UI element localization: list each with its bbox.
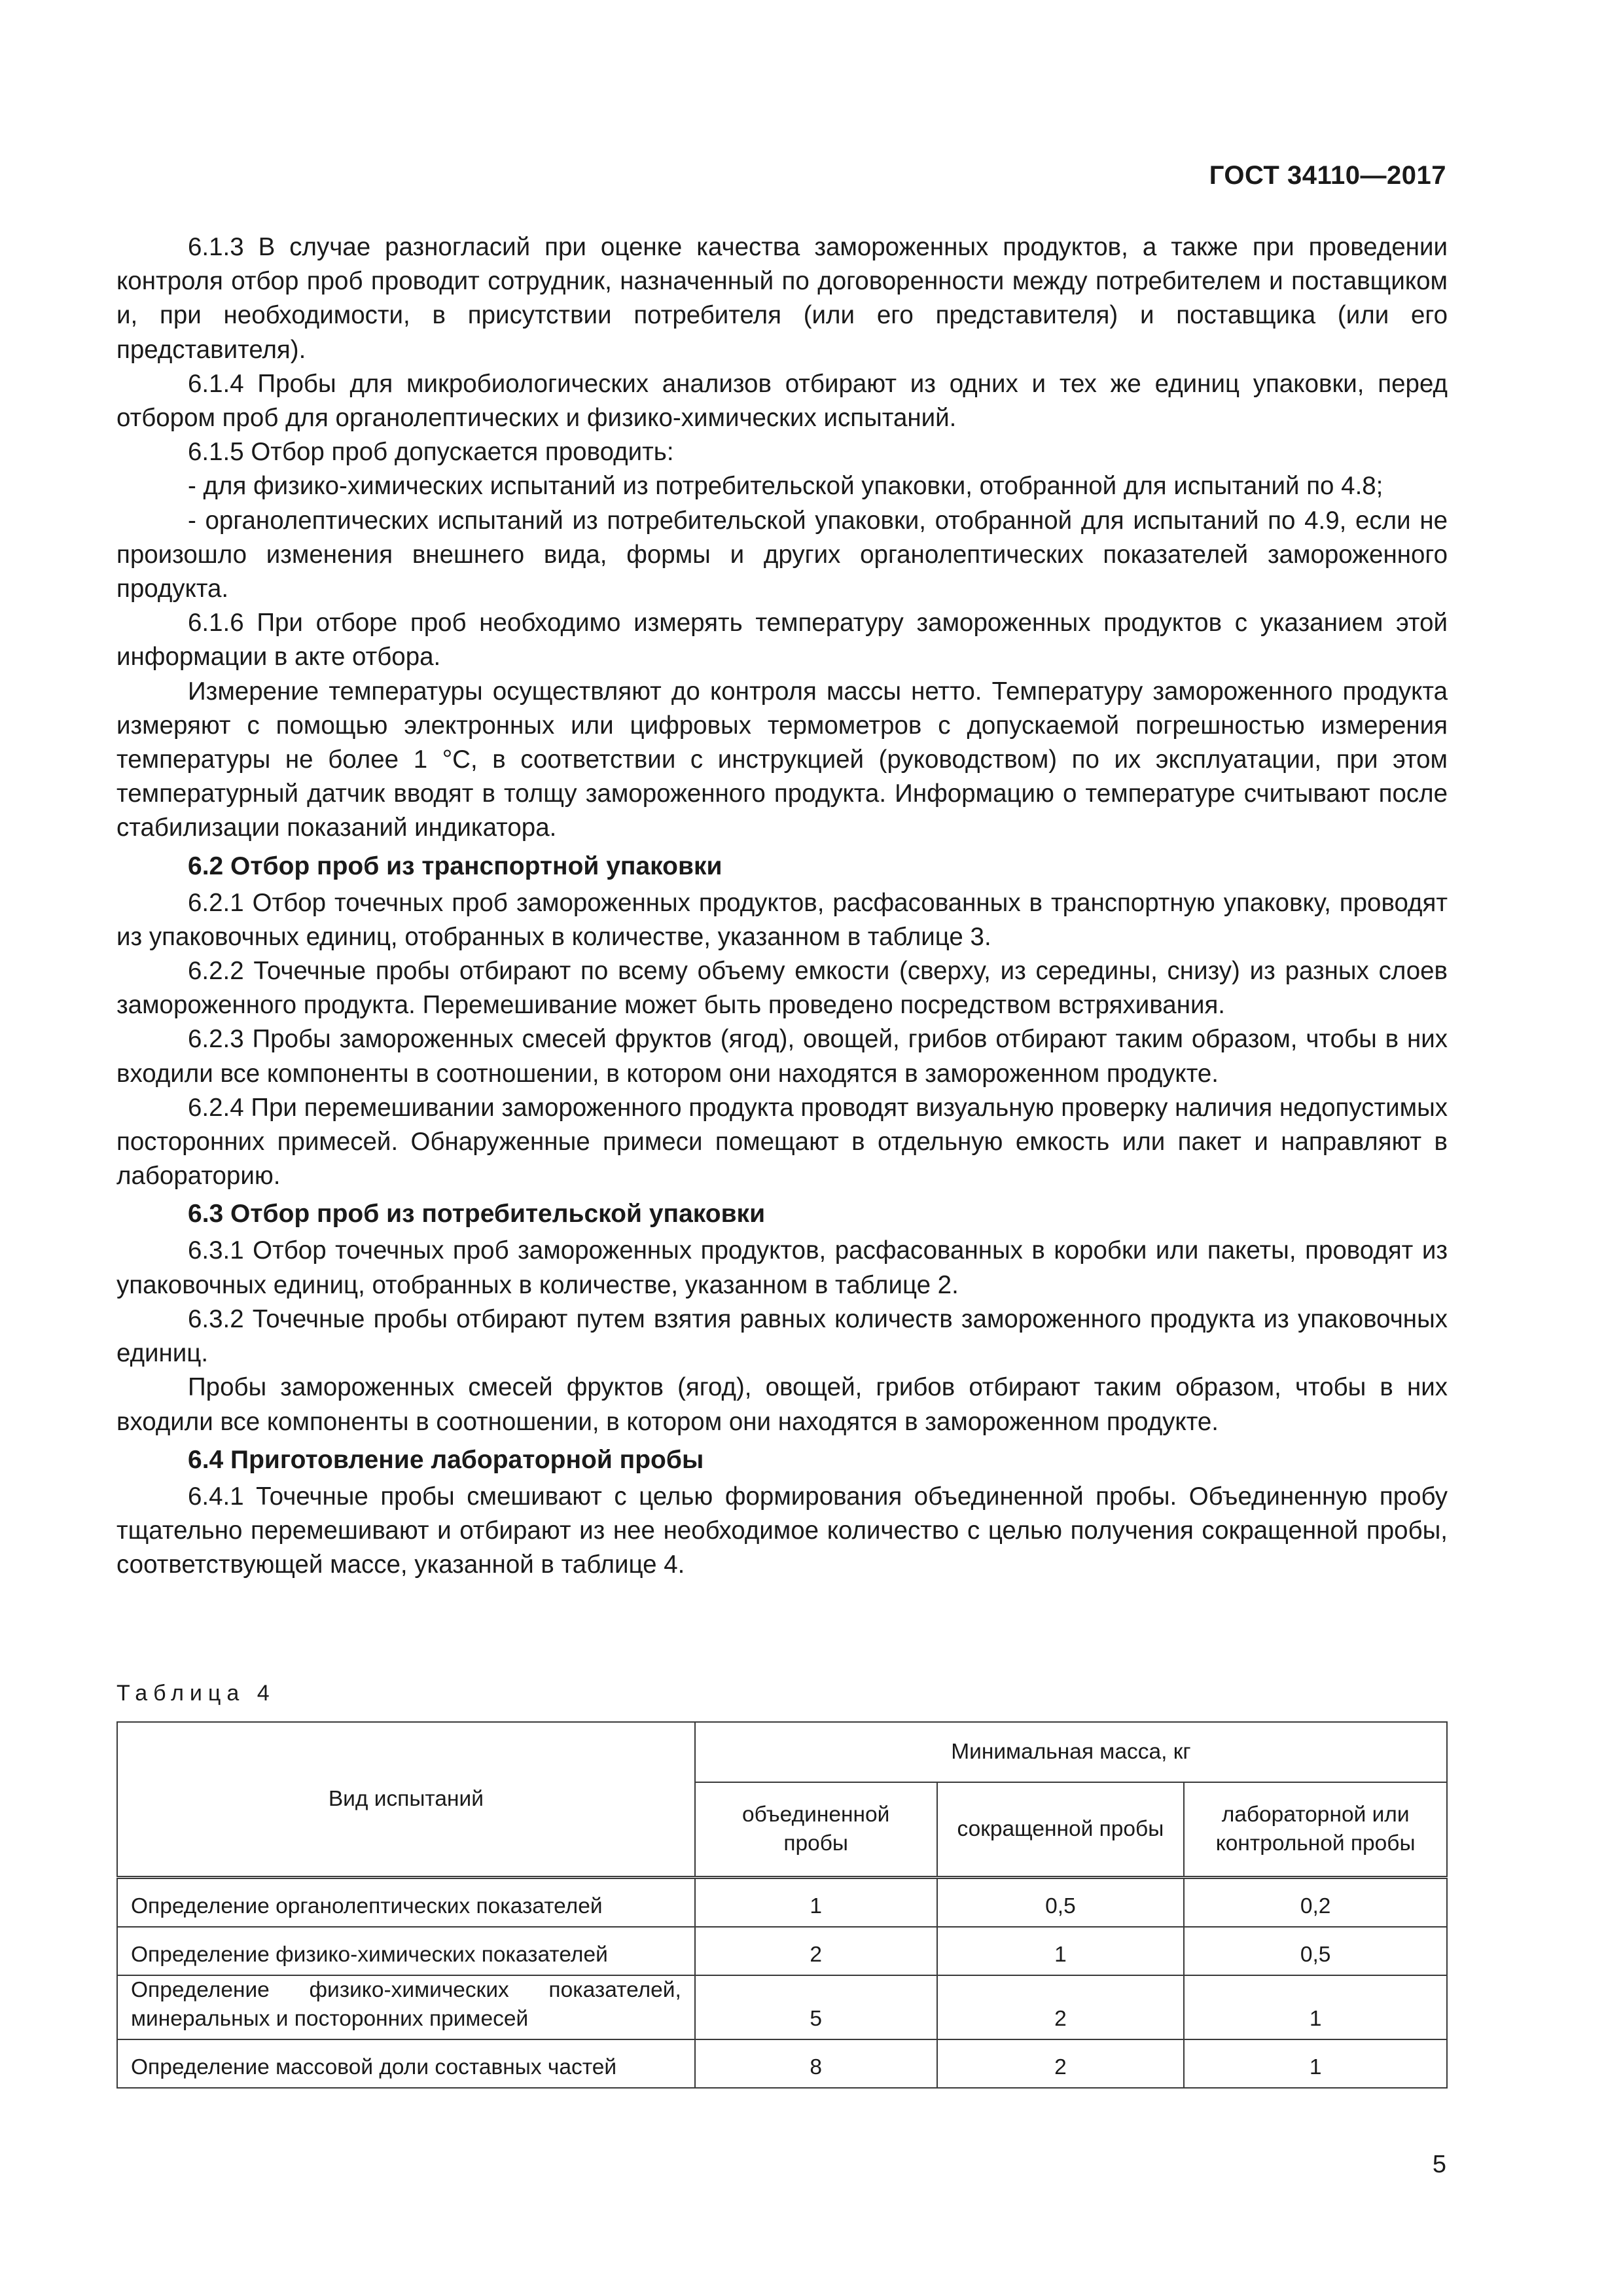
row-reduced-value: 2 <box>937 2039 1185 2088</box>
row-lab-value: 1 <box>1184 1975 1447 2039</box>
paragraph-temperature: Измерение температуры осуществляют до контроля массы нетто. Температуру замороженного продукта измеряют с помощью электронных или цифровых термометров с допускаемой погрешностью измерения температуры не более 1 °С, в соответствии с инструкцией (руководством) по их эксплуатации, при этом температурный датчик вводят в толщу замороженного продукта. Информацию о температуре считывают после стабилизации показаний индикатора. <box>116 677 1448 842</box>
paragraph-6-2-4: 6.2.4 При перемешивании замороженного продукта проводят визуальную проверку наличия недопустимых посторонних примесей. Обнаруженные примеси помещают в отдельную емкость или пакет и направляют в лабораторию. <box>116 1093 1448 1191</box>
row-test-name: Определение физико-химических показателей <box>117 1927 695 1975</box>
row-combined-value: 1 <box>695 1878 937 1928</box>
header-lab-sample: лабораторной или контрольной пробы <box>1184 1782 1447 1878</box>
header-combined-sample: объединенной пробы <box>695 1782 937 1878</box>
standard-designation: ГОСТ 34110—2017 <box>1209 161 1446 190</box>
table-row <box>117 1927 1447 1975</box>
paragraph-6-4-1: 6.4.1 Точечные пробы смешивают с целью формирования объединенной пробы. Объединенную пробу тщательно перемешивают и отбирают из нее необходимое количество с целью получения сокращенной пробы, соответствующей массе, указанной в таблице 4. <box>116 1482 1448 1579</box>
minimum-mass-table <box>116 1721 1448 2089</box>
table-row <box>117 2039 1447 2088</box>
paragraph-6-1-6: 6.1.6 При отборе проб необходимо измерять температуру замороженных продуктов с указанием этой информации в акте отбора. <box>116 609 1448 672</box>
paragraph-6-1-5: 6.1.5 Отбор проб допускается проводить: <box>188 438 674 467</box>
list-item-physchem: - для физико-химических испытаний из потребительской упаковки, отобранной для испытаний по 4.8; <box>188 472 1383 501</box>
row-lab-value: 1 <box>1184 2039 1447 2088</box>
row-combined-value: 2 <box>695 1927 937 1975</box>
paragraph-6-2-2: 6.2.2 Точечные пробы отбирают по всему объему емкости (сверху, из середины, снизу) из разных слоев замороженного продукта. Перемешивание может быть проведено посредством встряхивания. <box>116 957 1448 1020</box>
body-text <box>116 230 1448 1582</box>
row-reduced-value: 1 <box>937 1927 1185 1975</box>
row-lab-value: 0,5 <box>1184 1927 1447 1975</box>
section-heading-6-2: 6.2 Отбор проб из транспортной упаковки <box>188 852 722 880</box>
section-heading-6-4: 6.4 Приготовление лабораторной пробы <box>188 1445 704 1474</box>
paragraph-6-3-2: 6.3.2 Точечные пробы отбирают путем взятия равных количеств замороженного продукта из упаковочных единиц. <box>116 1304 1448 1368</box>
row-reduced-value: 0,5 <box>937 1878 1185 1928</box>
list-item-organoleptic: - органолептических испытаний из потребительской упаковки, отобранной для испытаний по 4.9, если не произошло изменения внешнего вида, формы и других органолептических показателей замороженного продукта. <box>116 506 1448 603</box>
table-row <box>117 1975 1447 2039</box>
row-combined-value: 5 <box>695 1975 937 2039</box>
paragraph-6-1-3: 6.1.3 В случае разногласий при оценке качества замороженных продуктов, а также при проведении контроля отбор проб проводит сотрудник, назначенный по договоренности между потребителем и поставщиком и, при необходимости, в присутствии потребителя (или его представителя) и поставщика (или его представителя). <box>116 233 1448 364</box>
paragraph-6-1-4: 6.1.4 Пробы для микробиологических анализов отбирают из одних и тех же единиц упаковки, перед отбором проб для органолептических и физико-химических испытаний. <box>116 369 1448 433</box>
row-test-name: Определение физико-химических показателей, минеральных и посторонних примесей <box>117 1975 695 2039</box>
table-row <box>117 1878 1447 1928</box>
paragraph-6-3-1: 6.3.1 Отбор точечных проб замороженных продуктов, расфасованных в коробки или пакеты, проводят из упаковочных единиц, отобранных в количестве, указанном в таблице 2. <box>116 1236 1448 1299</box>
row-reduced-value: 2 <box>937 1975 1185 2039</box>
section-heading-6-3: 6.3 Отбор проб из потребительской упаковки <box>188 1200 766 1229</box>
header-minimum-mass: Минимальная масса, кг <box>695 1722 1447 1782</box>
paragraph-6-3-mixtures: Пробы замороженных смесей фруктов (ягод), овощей, грибов отбирают таким образом, чтобы в них входили все компоненты в соотношении, в котором они находятся в замороженном продукте. <box>116 1373 1448 1436</box>
header-test-type: Вид испытаний <box>117 1722 695 1878</box>
paragraph-6-2-1: 6.2.1 Отбор точечных проб замороженных продуктов, расфасованных в транспортную упаковку, проводят из упаковочных единиц, отобранных в количестве, указанном в таблице 3. <box>116 888 1448 951</box>
row-lab-value: 0,2 <box>1184 1878 1447 1928</box>
header-reduced-sample: сокращенной пробы <box>937 1782 1185 1878</box>
table-caption: Таблица 4 <box>116 1681 276 1706</box>
row-test-name: Определение органолептических показателей <box>117 1878 695 1928</box>
paragraph-6-2-3: 6.2.3 Пробы замороженных смесей фруктов (ягод), овощей, грибов отбирают таким образом, чтобы в них входили все компоненты в соотношении, в котором они находятся в замороженном продукте. <box>116 1025 1448 1088</box>
page-number: 5 <box>1432 2151 1446 2178</box>
row-test-name: Определение массовой доли составных частей <box>117 2039 695 2088</box>
row-combined-value: 8 <box>695 2039 937 2088</box>
